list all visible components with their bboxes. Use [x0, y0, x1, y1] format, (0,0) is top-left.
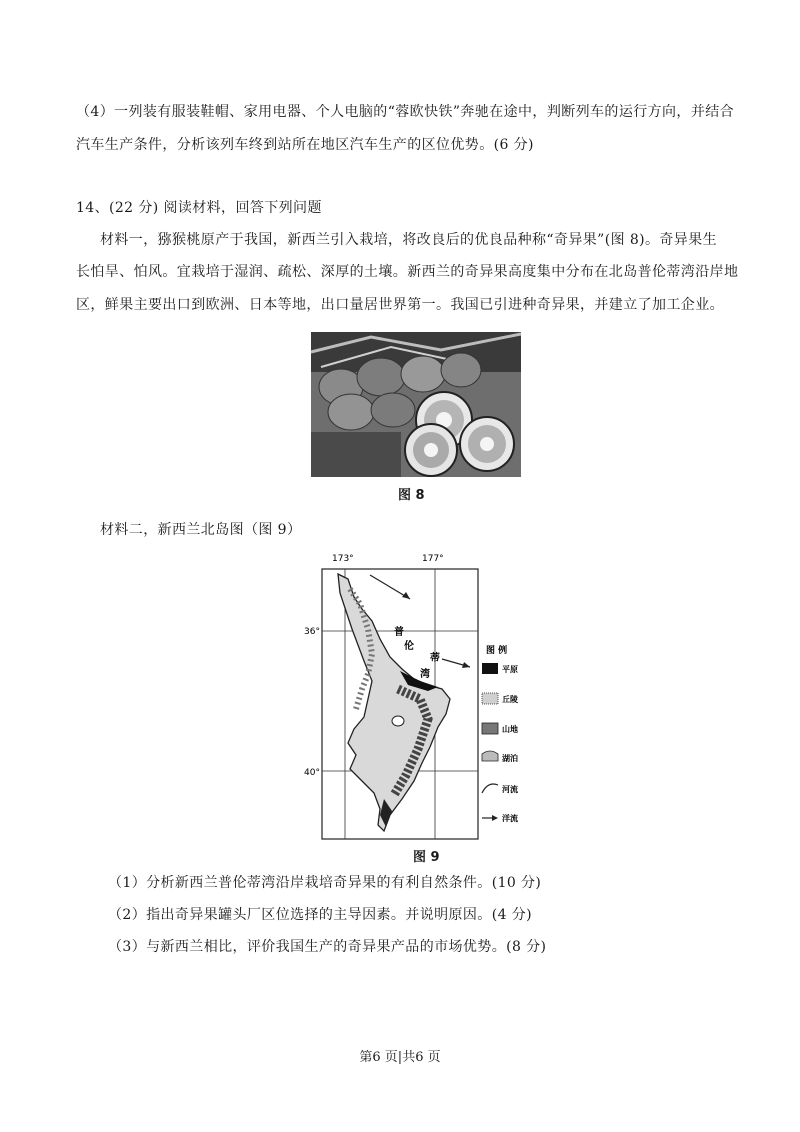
lon-label-177: 177° [422, 554, 444, 564]
material1-line-3: 区，鲜果主要出口到欧洲、日本等地，出口量居世界第一。我国已引进种奇异果，并建立了加工企业。 [76, 297, 724, 313]
q14-question-1: （1）分析新西兰普伦蒂湾沿岸栽培奇异果的有利自然条件。(10 分) [108, 875, 542, 891]
place-char-lun: 伦 [404, 641, 414, 652]
legend-river-label: 河流 [502, 785, 518, 794]
q14-question-3: （3）与新西兰相比，评价我国生产的奇异果产品的市场优势。(8 分) [108, 939, 547, 955]
legend-mountains-label: 山地 [502, 725, 518, 734]
legend-hills-icon [482, 693, 498, 704]
legend-current-arrowhead [492, 815, 498, 821]
page-footer: 第6 页|共6 页 [359, 1050, 441, 1065]
material1-line-2: 长怕旱、怕风。宜栽培于湿润、疏松、深厚的土壤。新西兰的奇异果高度集中分布在北岛普伦蒂湾沿岸地 [76, 264, 739, 280]
legend-hills-label: 丘陵 [502, 695, 518, 704]
nz-north-island-map [304, 549, 542, 859]
fig8-caption: 图 8 [398, 488, 425, 503]
lon-label-173: 173° [332, 554, 354, 564]
q4-line-1: （4）一列装有服装鞋帽、家用电器、个人电脑的“蓉欧快铁”奔驰在途中，判断列车的运行方向，并结合 [76, 104, 735, 120]
kiwi-photo-illustration [311, 332, 521, 477]
lat-label-36: 36° [304, 627, 320, 637]
legend-plain-icon [482, 663, 498, 674]
legend-river-icon [482, 784, 498, 793]
lake-taupo [392, 716, 404, 726]
map-svg [304, 549, 542, 859]
place-char-pu: 普 [394, 627, 404, 638]
legend-current-label: 洋流 [502, 814, 518, 823]
q14-header: 14、(22 分) 阅读材料，回答下列问题 [76, 200, 322, 216]
kiwi-photo [311, 332, 521, 477]
legend-plain-label: 平原 [502, 665, 518, 674]
ocean-current-east-arrowhead [462, 662, 470, 668]
material2-label: 材料二，新西兰北岛图（图 9） [100, 522, 302, 538]
ocean-current-north-arrowhead [402, 592, 410, 599]
q14-question-2: （2）指出奇异果罐头厂区位选择的主导因素。并说明原因。(4 分) [108, 907, 532, 923]
legend-title: 图 例 [486, 646, 508, 656]
legend-lake-icon [482, 751, 498, 761]
place-char-wan: 湾 [420, 669, 430, 680]
fig9-caption: 图 9 [413, 850, 440, 865]
place-char-di: 蒂 [430, 653, 440, 664]
material1-line-1: 材料一，猕猴桃原产于我国，新西兰引入栽培，将改良后的优良品种称“奇异果”(图 8)。奇异果生 [100, 232, 717, 248]
q4-line-2: 汽车生产条件，分析该列车终到站所在地区汽车生产的区位优势。(6 分) [76, 137, 534, 153]
lat-label-40: 40° [304, 768, 320, 778]
legend-mountains-icon [482, 723, 498, 734]
legend-lake-label: 湖泊 [502, 754, 518, 763]
